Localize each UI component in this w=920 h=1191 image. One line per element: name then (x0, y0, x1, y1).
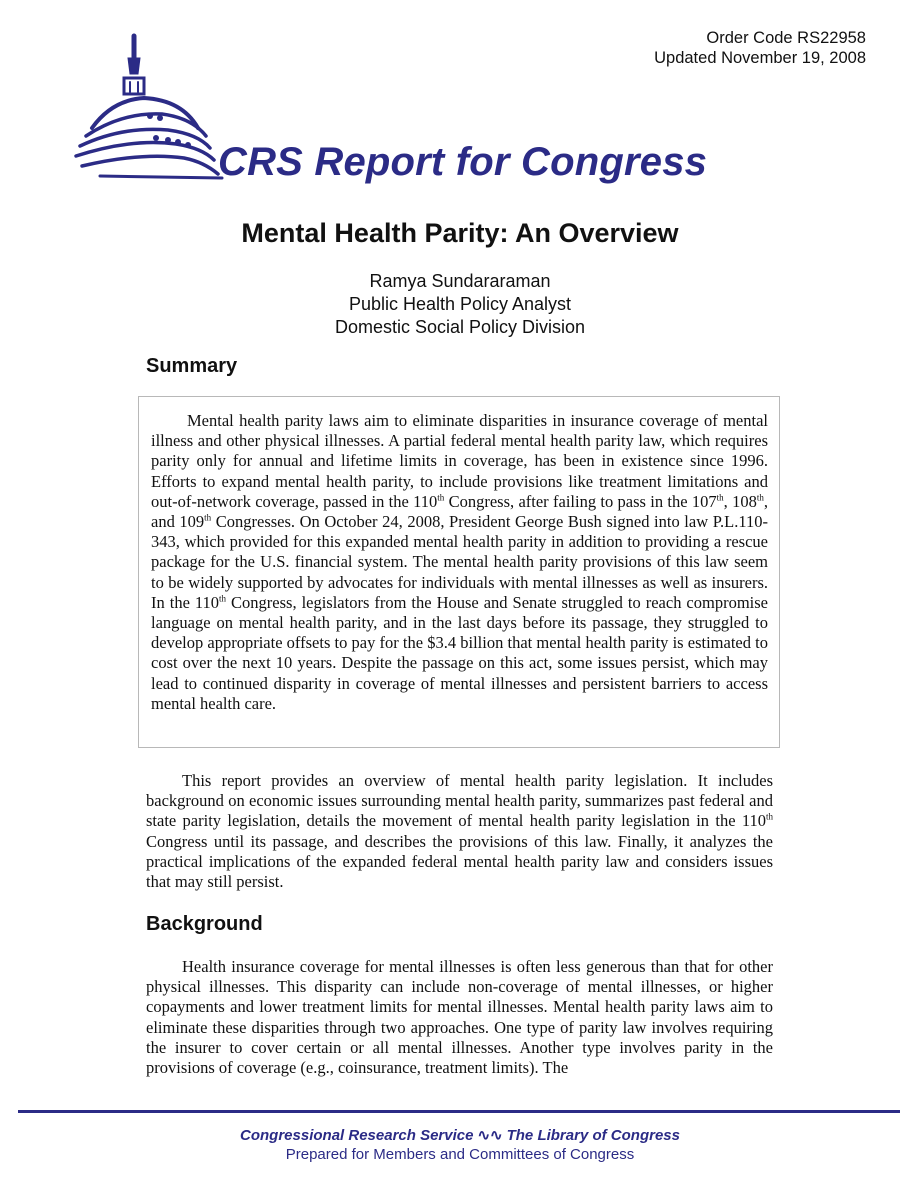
order-info (654, 28, 866, 68)
author-division: Domestic Social Policy Division (334, 317, 586, 337)
separator-icon: ∿∿ (477, 1127, 503, 1144)
footer-organization: Congressional Research Service ∿∿ The Library of Congress (240, 1127, 680, 1144)
summary-heading: Summary (146, 355, 238, 377)
background-heading: Background (146, 913, 263, 935)
report-banner: CRS Report for Congress (218, 140, 708, 184)
footer-divider (18, 1110, 900, 1113)
order-code: Order Code RS22958 (706, 29, 866, 47)
author-block (0, 270, 920, 339)
summary-text: Mental health parity laws aim to eliminate disparities in insurance coverage of mental illness and other physical illnesses. A partial federal mental health parity law, which requires parity only for annual and lifetime limits in coverage, has been in existence since 1996. Efforts to expand mental health parity, to include provisions like treatment limitations and out-of-network coverage, passed in the 110th Congress, after failing to pass in the 107th, 108th, and 109th Congresses. On October 24, 2008, President George Bush signed into law P.L.110-343, which provided for this expanded mental health parity in addition to providing a rescue package for the U.S. financial system. The mental health parity provisions of this law seem to be widely supported by advocates for individuals with mental illnesses as well as insurers. In the 110th Congress, legislators from the House and Senate struggled to reach compromise language on mental health parity, and in the last days before its passage, they struggled to develop appropriate offsets to pay for the $3.4 billion that mental health parity is estimated to cost over the next 10 years. Despite the passage on this act, some issues persist, which may lead to continued disparity in coverage of mental illnesses and persistent barriers to access mental health care. (151, 411, 769, 713)
summary-box (138, 396, 780, 748)
intro-paragraph: This report provides an overview of mental health parity legislation. It includes background on economic issues surrounding mental health parity, summarizes past federal and state parity legislation, details the movement of mental health parity legislation in the 110th Congress until its passage, and describes the provisions of this law. Finally, it analyzes the practical implications of the expanded federal mental health parity law and considers issues that may still persist. (146, 771, 773, 892)
updated-date: Updated November 19, 2008 (654, 49, 866, 67)
author-name: Ramya Sundararaman (369, 271, 551, 291)
footer-prepared: Prepared for Members and Committees of Congress (285, 1146, 635, 1163)
capitol-dome-icon (72, 28, 232, 188)
page-title: Mental Health Parity: An Overview (241, 218, 679, 248)
background-paragraph: Health insurance coverage for mental illnesses is often less generous than that for other physical illnesses. This disparity can include non-coverage of mental illnesses, or higher copayments and lower treatment limits for mental illnesses. Mental health parity laws aim to eliminate these disparities through two approaches. One type of parity law involves requiring the insurer to cover certain or all mental illnesses. Another type involves parity in the provisions of coverage (e.g., coinsurance, treatment limits). The (146, 957, 773, 1078)
author-position: Public Health Policy Analyst (348, 294, 572, 314)
